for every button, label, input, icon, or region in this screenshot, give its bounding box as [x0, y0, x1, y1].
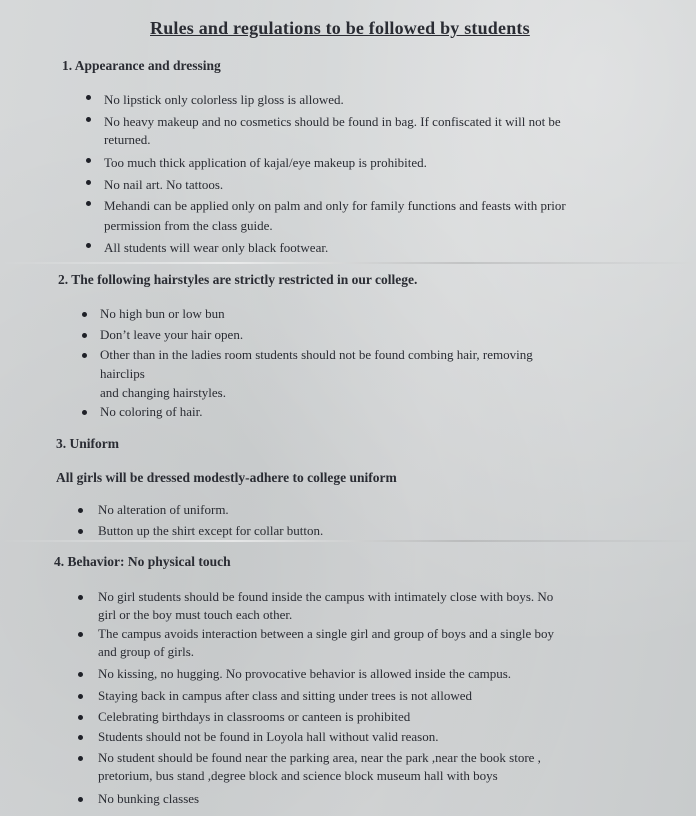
bullet-icon	[86, 158, 91, 163]
bullet-icon	[78, 715, 83, 720]
list-item-text: hairclips	[100, 366, 145, 381]
paper-crease	[0, 540, 696, 542]
list-item-text: girl or the boy must touch each other.	[98, 607, 293, 622]
list-item-text: No lipstick only colorless lip gloss is allowed.	[104, 92, 344, 107]
list-item-text: Too much thick application of kajal/eye makeup is prohibited.	[104, 155, 427, 170]
document-title: Rules and regulations to be followed by students	[150, 18, 530, 38]
list-item-text: No alteration of uniform.	[98, 502, 229, 517]
list-item-text: No girl students should be found inside the campus with intimately close with boys. No	[98, 589, 554, 604]
list-item-text: and group of girls.	[98, 644, 195, 659]
list-item-text: All students will wear only black footwear.	[104, 240, 329, 255]
list-item-text: No student should be found near the parking area, near the park ,near the book store ,	[98, 750, 541, 765]
list-item-text: No kissing, no hugging. No provocative behavior is allowed inside the campus.	[98, 666, 512, 681]
bullet-icon	[78, 632, 83, 637]
bullet-icon	[78, 756, 83, 761]
section-heading: 2. The following hairstyles are strictly restricted in our college.	[58, 272, 418, 287]
bullet-icon	[82, 353, 87, 358]
list-item-text: No nail art. No tattoos.	[104, 177, 224, 192]
list-item-text: Mehandi can be applied only on palm and only for family functions and feasts with prior	[104, 198, 566, 213]
list-item-text: permission from the class guide.	[104, 218, 273, 233]
bullet-icon	[78, 595, 83, 600]
list-item-text: The campus avoids interaction between a single girl and group of boys and a single boy	[98, 626, 554, 641]
bullet-icon	[86, 95, 91, 100]
list-item-text: returned.	[104, 132, 151, 147]
list-item-text: Students should not be found in Loyola hall without valid reason.	[98, 729, 439, 744]
list-item-text: No high bun or low bun	[100, 306, 225, 321]
list-item-text: No heavy makeup and no cosmetics should be found in bag. If confiscated it will not be	[104, 114, 561, 129]
bullet-icon	[82, 333, 87, 338]
paper-crease	[0, 262, 696, 264]
bullet-icon	[78, 508, 83, 513]
list-item-text: Don’t leave your hair open.	[100, 327, 244, 342]
list-item-text: Other than in the ladies room students should not be found combing hair, removing	[100, 347, 533, 362]
bullet-icon	[86, 201, 91, 206]
bullet-icon	[78, 672, 83, 677]
section-heading: 1. Appearance and dressing	[62, 58, 221, 73]
list-item-text: and changing hairstyles.	[100, 385, 226, 400]
list-item-text: Staying back in campus after class and sitting under trees is not allowed	[98, 688, 473, 703]
bullet-icon	[86, 243, 91, 248]
list-item-text: Button up the shirt except for collar button.	[98, 523, 324, 538]
bullet-icon	[78, 797, 83, 802]
bullet-icon	[78, 694, 83, 699]
list-item-text: Celebrating birthdays in classrooms or canteen is prohibited	[98, 709, 411, 724]
list-item-text: No bunking classes	[98, 791, 200, 806]
bullet-icon	[86, 117, 91, 122]
bullet-icon	[82, 312, 87, 317]
list-item-text: pretorium, bus stand ,degree block and science block museum hall with boys	[98, 768, 498, 783]
section-subheading: All girls will be dressed modestly-adhere to college uniform	[56, 470, 397, 485]
bullet-icon	[82, 410, 87, 415]
section-heading: 4. Behavior: No physical touch	[54, 554, 231, 569]
bullet-icon	[86, 180, 91, 185]
bullet-icon	[78, 529, 83, 534]
section-heading: 3. Uniform	[56, 436, 119, 451]
list-item-text: No coloring of hair.	[100, 404, 203, 419]
bullet-icon	[78, 735, 83, 740]
